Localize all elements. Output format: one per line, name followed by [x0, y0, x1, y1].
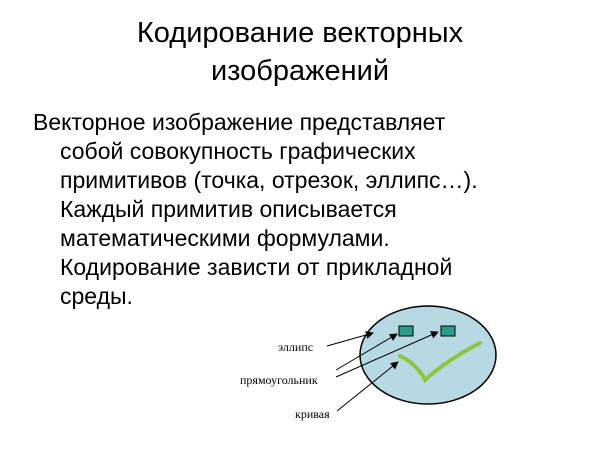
body-line: Кодирование зависти от прикладной — [60, 254, 453, 280]
rectangle-right — [441, 326, 455, 336]
label-curve: кривая — [295, 407, 330, 421]
label-rectangle: прямоугольник — [240, 373, 318, 387]
body-line: среды. — [60, 283, 133, 309]
ellipse-shape — [360, 306, 496, 404]
body-line: математическими формулами. — [60, 225, 390, 251]
label-ellipse: эллипс — [278, 340, 314, 354]
title-line-2: изображений — [210, 55, 390, 87]
rectangle-left — [399, 326, 413, 336]
body-line: Векторное изображение представляет — [33, 109, 446, 135]
body-line: Каждый примитив описывается — [60, 196, 397, 222]
title-line-1: Кодирование векторных — [136, 17, 464, 49]
body-line: примитивов (точка, отрезок, эллипс…). — [60, 167, 478, 193]
body-line: собой совокупность графических — [60, 138, 416, 164]
